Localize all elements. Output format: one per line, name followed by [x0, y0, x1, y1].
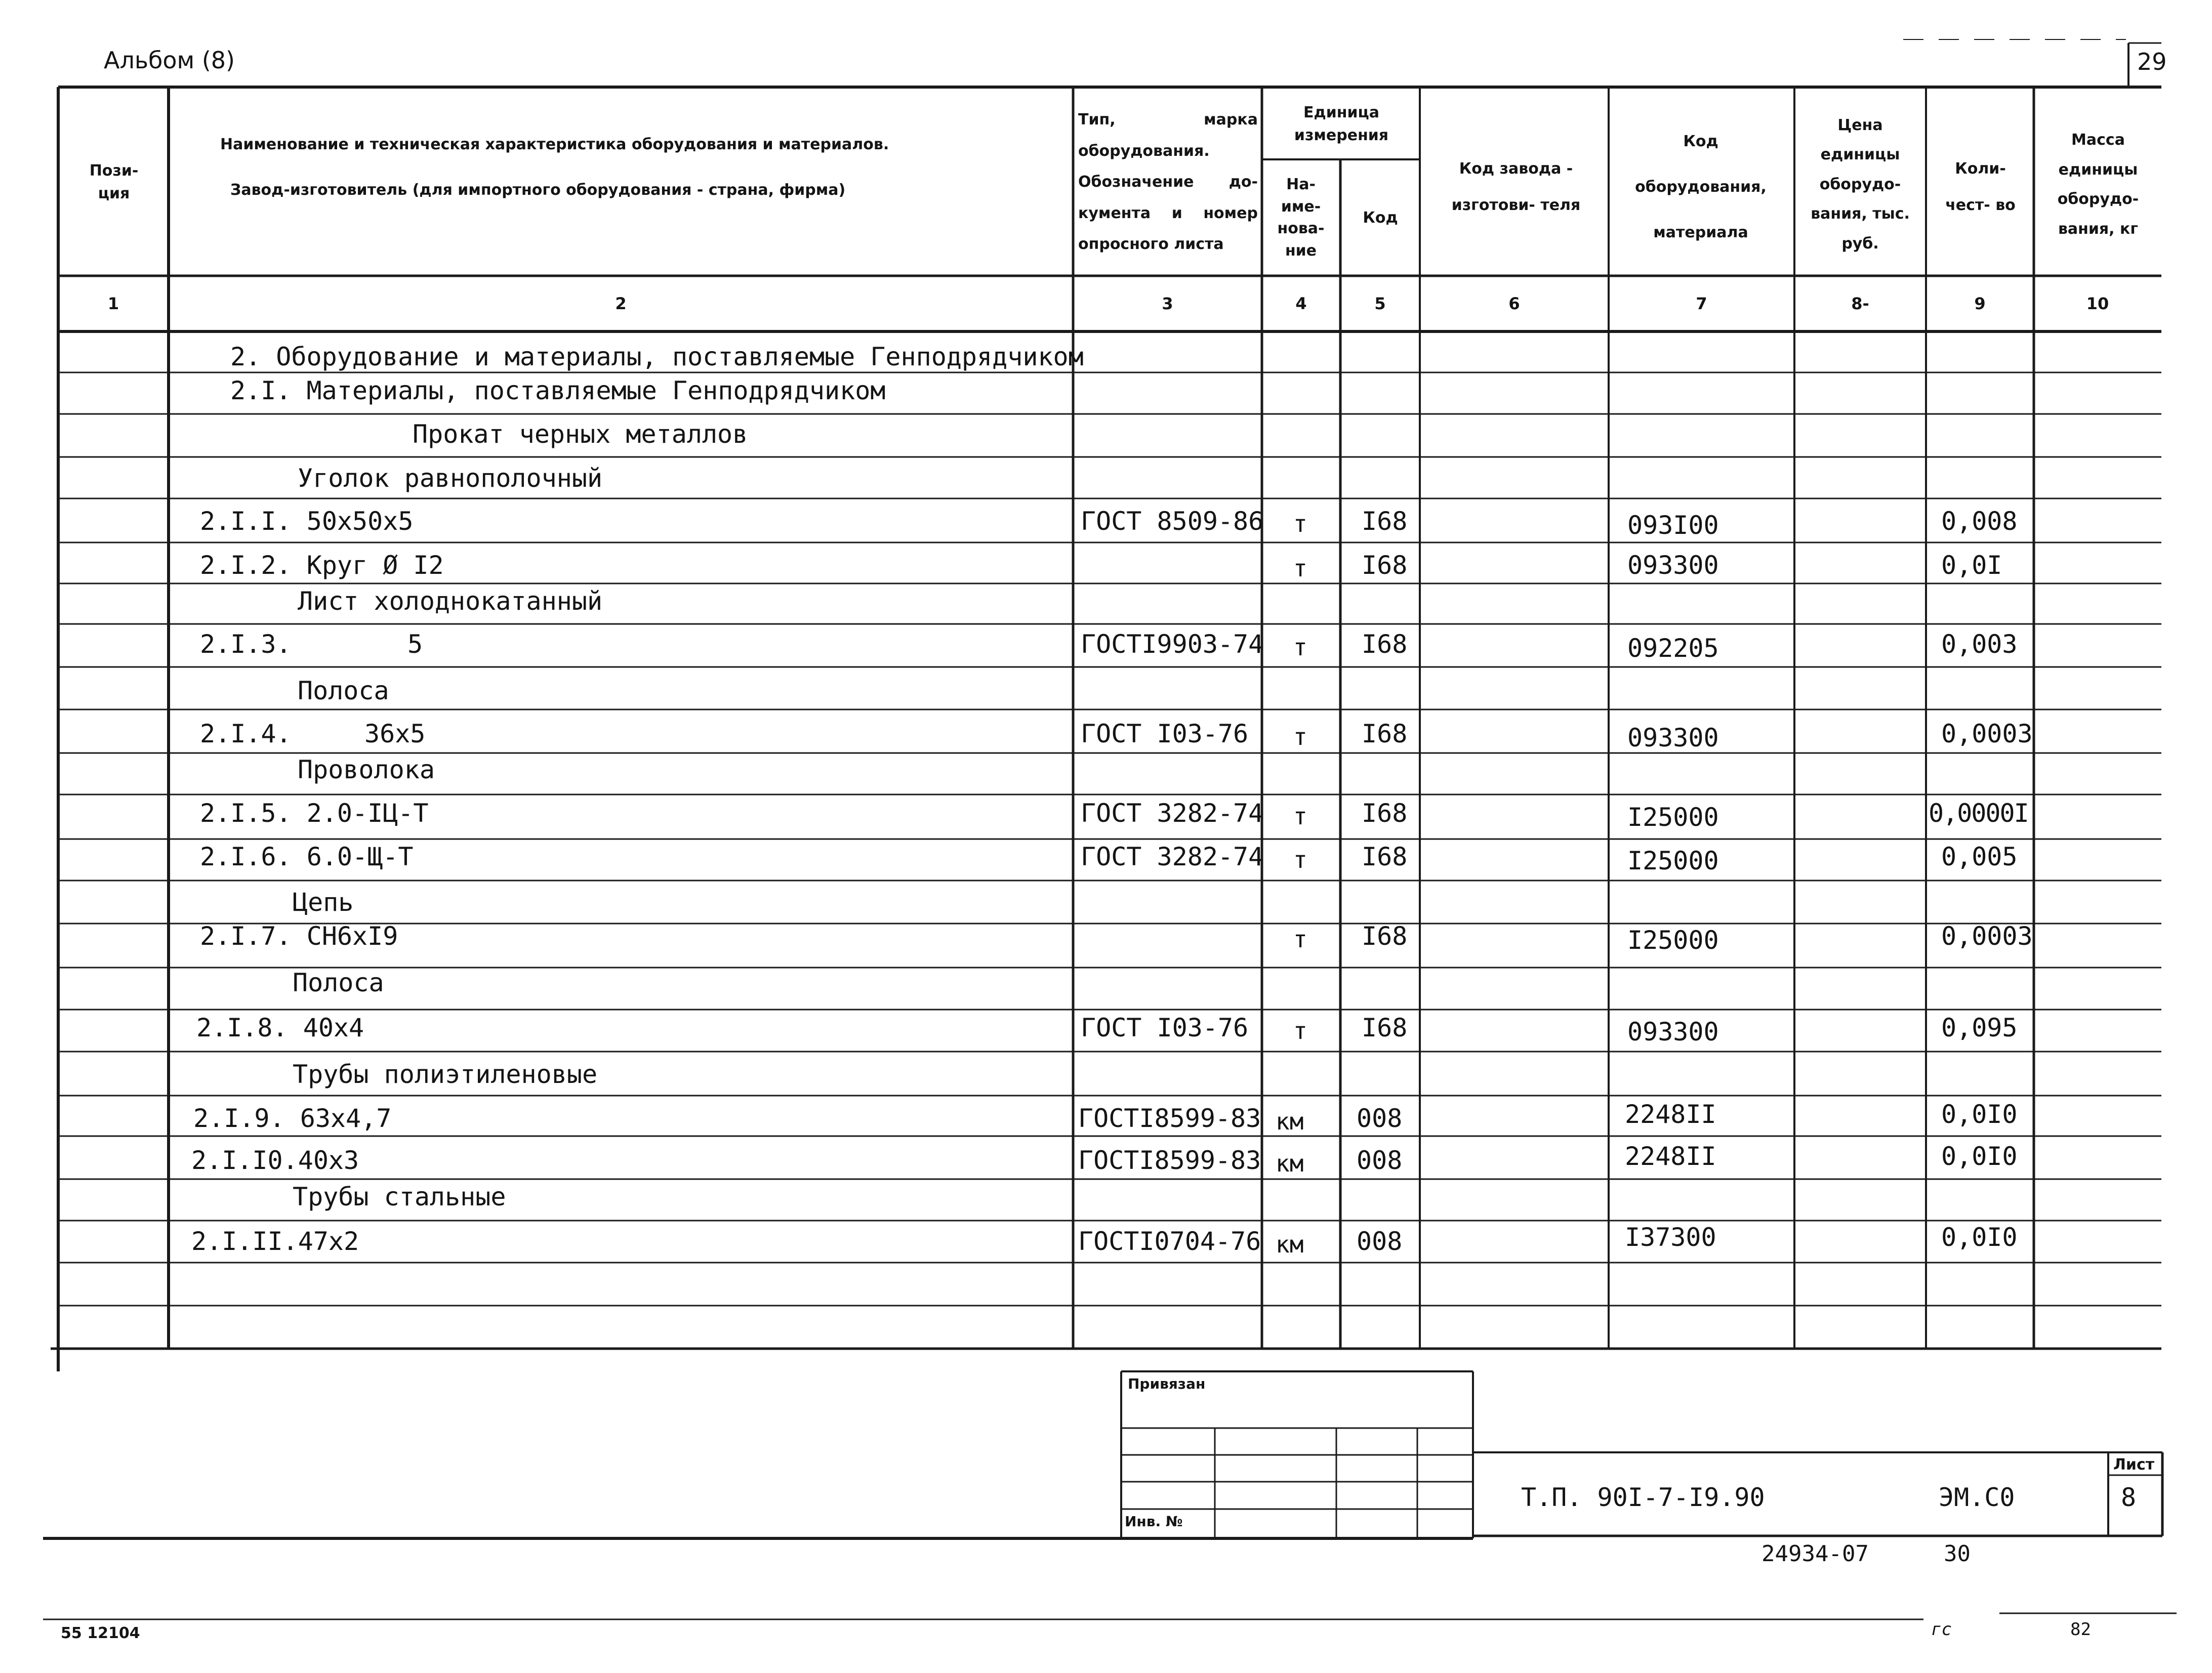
item-name: 2.I.I0.40x3	[191, 1146, 359, 1175]
item-unit-code: 008	[1357, 1104, 1403, 1133]
group-heading: Трубы стальные	[293, 1182, 506, 1211]
corner-mark-1: гс	[1931, 1619, 1952, 1640]
col-number-1: 1	[107, 294, 119, 313]
item-unit-code: I68	[1362, 719, 1408, 748]
document-mark: ЭМ.С0	[1939, 1483, 2015, 1512]
item-unit-code: I68	[1362, 551, 1408, 580]
col-number-3: 3	[1162, 294, 1173, 313]
item-unit: т	[1293, 846, 1307, 873]
group-heading: Полоса	[298, 676, 389, 705]
col-unit-name-header: На- име- нова- ние	[1277, 176, 1325, 260]
item-unit: т	[1293, 634, 1307, 661]
item-code: 2248II	[1625, 1100, 1716, 1129]
item-doc: ГОСТI0704-76	[1078, 1227, 1261, 1256]
item-qty: 0,095	[1941, 1013, 2018, 1042]
item-unit-code: I68	[1362, 922, 1408, 951]
item-unit-code: I68	[1362, 507, 1408, 536]
item-doc: ГОСТ I03-76	[1081, 719, 1249, 748]
item-qty: 0,0003	[1941, 922, 2033, 951]
col-name-header-line1: Наименование и техническая характеристика оборудования и материалов.	[220, 135, 889, 153]
item-qty: 0,0I0	[1941, 1223, 2018, 1252]
archive-page: 30	[1944, 1541, 1971, 1567]
item-doc: ГОСТI8599-83	[1078, 1146, 1261, 1175]
item-unit: т	[1293, 555, 1307, 582]
item-unit: км	[1276, 1231, 1304, 1258]
corner-mark-2: 82	[2070, 1619, 2091, 1640]
item-unit-code: I68	[1362, 842, 1408, 871]
item-qty: 0,0003	[1941, 719, 2033, 748]
item-name: 2.I.5. 2.0-IЦ-Т	[200, 799, 429, 828]
item-unit-code: 008	[1357, 1146, 1403, 1175]
item-unit: т	[1293, 510, 1307, 537]
document-designation: Т.П. 90I-7-I9.90	[1521, 1483, 1765, 1512]
item-name: 2.I.I. 50x50x5	[200, 507, 414, 536]
col-price-header: Цена единицы оборудо- вания, тыс. руб.	[1811, 116, 1910, 253]
item-doc: ГОСТ 8509-86	[1081, 507, 1264, 536]
col-type-header: Тип, марка оборудования. Обозначение до- кумента и номер опросного листа	[1078, 111, 1258, 254]
group-heading: Трубы полиэтиленовые	[293, 1060, 598, 1089]
col-number-5: 5	[1374, 294, 1386, 313]
col-number-6: 6	[1508, 294, 1520, 313]
group-heading: Прокат черных металлов	[413, 420, 748, 449]
item-unit: км	[1276, 1108, 1304, 1135]
col-name-header	[182, 116, 1063, 218]
item-qty: 0,0I0	[1941, 1142, 2018, 1171]
album-label: Альбом (8)	[104, 47, 235, 74]
group-heading: Лист холоднокатанный	[298, 587, 603, 616]
item-position: 2.I.4.	[200, 719, 292, 748]
item-code: 092205	[1627, 634, 1719, 663]
item-name: 2.I.2. Круг Ø I2	[200, 551, 444, 580]
item-code: 093300	[1627, 1017, 1719, 1047]
item-code: 2248II	[1625, 1142, 1716, 1171]
col-number-7: 7	[1696, 294, 1707, 313]
item-name: 5	[407, 630, 423, 659]
item-name: 2.I.II.47x2	[191, 1227, 359, 1256]
subsection-heading: 2.I. Материалы, поставляемые Генподрядчиком	[230, 376, 886, 405]
item-qty: 0,0I0	[1941, 1100, 2018, 1129]
item-doc: ГОСТ 3282-74	[1081, 799, 1264, 828]
item-name: 2.I.6. 6.0-Щ-Т	[200, 842, 414, 871]
group-heading: Полоса	[293, 968, 384, 997]
item-doc: ГОСТ 3282-74	[1081, 842, 1264, 871]
item-doc: ГОСТI9903-74	[1081, 630, 1264, 659]
section-heading: 2. Оборудование и материалы, поставляемые Генподрядчиком	[230, 342, 1084, 371]
item-unit-code: I68	[1362, 799, 1408, 828]
item-code: 093300	[1627, 551, 1719, 580]
item-unit: т	[1293, 1017, 1307, 1044]
stamp-inventory-label: Инв. №	[1125, 1513, 1183, 1530]
col-unit-group-header: Единица измерения	[1294, 104, 1389, 144]
print-code: 55 12104	[61, 1624, 140, 1642]
col-name-header-line2: Завод-изготовитель (для импортного оборудования - страна, фирма)	[230, 181, 846, 199]
item-qty: 0,003	[1941, 630, 2018, 659]
group-heading: Цепь	[293, 888, 354, 917]
group-heading: Уголок равнополочный	[298, 464, 603, 493]
item-code: I25000	[1627, 846, 1719, 875]
item-qty: 0,005	[1941, 842, 2018, 871]
item-unit: т	[1293, 723, 1307, 750]
item-code: 093I00	[1627, 511, 1719, 540]
item-unit: т	[1293, 803, 1307, 830]
archive-number: 24934-07	[1762, 1541, 1869, 1567]
item-position: 2.I.3.	[200, 630, 292, 659]
item-doc: ГОСТ I03-76	[1081, 1013, 1249, 1042]
item-unit-code: I68	[1362, 1013, 1408, 1042]
col-equipment-code-header: Код оборудования, материала	[1635, 133, 1767, 241]
stamp-linked-label: Привязан	[1128, 1375, 1206, 1392]
item-name: 2.I.7. СН6xI9	[200, 922, 398, 951]
item-code: I37300	[1625, 1223, 1716, 1252]
col-number-10: 10	[2086, 294, 2109, 313]
col-mass-header: Масса единицы оборудо- вания, кг	[2057, 131, 2139, 238]
page-number: 29	[2137, 48, 2167, 75]
item-qty: 0,0000I	[1929, 799, 2028, 828]
col-number-2: 2	[615, 294, 627, 313]
item-code: I25000	[1627, 926, 1719, 955]
col-number-4: 4	[1295, 294, 1307, 313]
sheet-label: Лист	[2113, 1456, 2155, 1474]
item-unit-code: I68	[1362, 630, 1408, 659]
group-heading: Проволока	[298, 755, 435, 784]
col-number-8: 8-	[1851, 294, 1869, 313]
col-number-9: 9	[1974, 294, 1986, 313]
item-qty: 0,008	[1941, 507, 2018, 536]
item-unit: км	[1276, 1150, 1304, 1177]
col-position-header: Пози- ция	[89, 162, 139, 202]
col-unit-code-header: Код	[1363, 208, 1398, 227]
sheet-number: 8	[2121, 1483, 2137, 1512]
col-plant-code-header: Код завода - изготови- теля	[1451, 160, 1581, 214]
col-quantity-header: Коли- чест- во	[1945, 160, 2016, 214]
item-name: 2.I.8. 40x4	[196, 1013, 364, 1042]
item-code: 093300	[1627, 723, 1719, 752]
item-qty: 0,0I	[1941, 551, 2002, 580]
item-unit: т	[1293, 926, 1307, 953]
item-doc: ГОСТI8599-83	[1078, 1104, 1261, 1133]
item-code: I25000	[1627, 803, 1719, 832]
item-name: 36x5	[364, 719, 426, 748]
item-name: 2.I.9. 63x4,7	[193, 1104, 392, 1133]
item-unit-code: 008	[1357, 1227, 1403, 1256]
